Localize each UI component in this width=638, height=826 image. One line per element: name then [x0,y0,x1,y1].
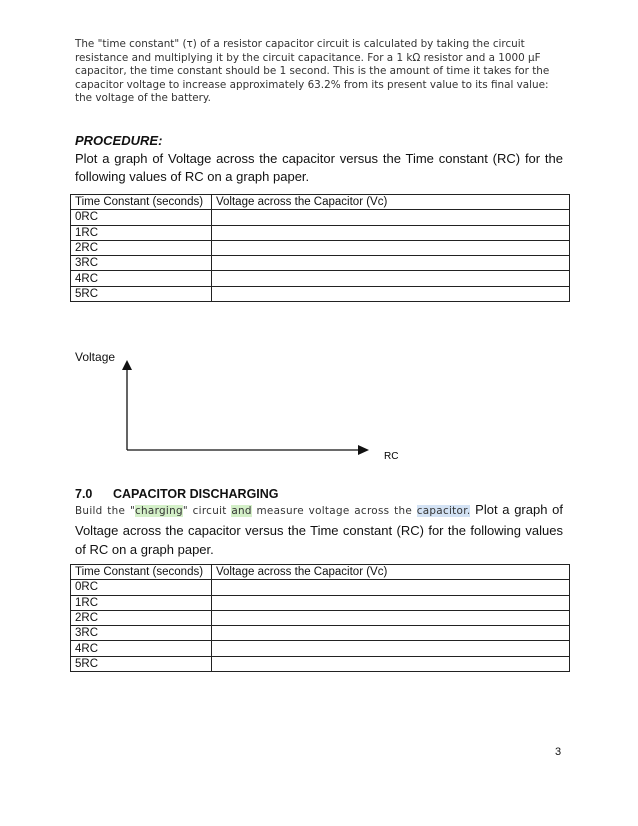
table-row [71,626,570,641]
table-header-row [71,195,570,210]
graph-y-label: Voltage [75,350,116,364]
table-cell: 0RC [71,210,212,225]
table-cell: 5RC [71,286,212,301]
table-cell [212,580,570,595]
rc-table-discharging [70,564,570,672]
table-header-cell: Time Constant (seconds) [71,565,212,580]
table-cell: 4RC [71,271,212,286]
highlight-capacitor: capacitor. [416,505,471,517]
table-cell: 1RC [71,595,212,610]
highlight-and: and [231,505,252,517]
table-row [71,656,570,671]
table-cell: 1RC [71,225,212,240]
table-row [71,641,570,656]
table-cell: 3RC [71,256,212,271]
table-cell [212,656,570,671]
table-row [71,256,570,271]
voltage-rc-axes [118,358,418,460]
section-paragraph [75,500,563,559]
table-cell [212,271,570,286]
graph-x-label: RC [384,451,399,460]
table-cell [212,256,570,271]
section-title: CAPACITOR DISCHARGING [113,487,279,501]
table-cell: 4RC [71,641,212,656]
table-header-cell: Voltage across the Capacitor (Vc) [212,195,570,210]
table-header-row [71,565,570,580]
table-row [71,610,570,625]
text-run: Plot a graph of Voltage across the capacitor versus the Time constant (RC) for the following values of RC on a graph paper. [75,502,564,557]
table-cell: 2RC [71,610,212,625]
intro-paragraph: The "time constant" (τ) of a resistor capacitor circuit is calculated by taking the circuit resistance and multiplying it by the circuit capacitance. For a 1 kΩ resistor and a 1000 µF capacitor, the time constant should be 1 second. This is the amount of time it takes for the capacitor voltage to increase approximately 63.2% from its present value to its final value: the voltage of the battery. [75,38,550,105]
table-row [71,580,570,595]
x-axis-arrow [358,445,369,455]
table-header-cell: Time Constant (seconds) [71,195,212,210]
text-run: Build the " [75,505,136,517]
table-row [71,595,570,610]
table-cell [212,225,570,240]
section-number: 7.0 [75,487,93,501]
table-cell [212,240,570,255]
table-row [71,240,570,255]
procedure-text: Plot a graph of Voltage across the capacitor versus the Time constant (RC) for the following values of RC on a graph paper. [75,151,563,184]
y-axis-arrow [122,360,132,370]
table-row [71,225,570,240]
table-cell [212,626,570,641]
text-run: measure voltage across the [251,505,417,517]
table-cell: 3RC [71,626,212,641]
table-cell [212,286,570,301]
table-cell: 5RC [71,656,212,671]
table-cell [212,610,570,625]
table-cell [212,210,570,225]
procedure-paragraph [75,132,563,186]
table-cell: 2RC [71,240,212,255]
table-cell [212,641,570,656]
text-run: " circuit [182,505,232,517]
table-row [71,210,570,225]
table-row [71,286,570,301]
section-heading [75,487,279,501]
rc-table-charging [70,194,570,302]
highlight-charging: charging [135,505,183,517]
table-header-cell: Voltage across the Capacitor (Vc) [212,565,570,580]
page-number: 3 [555,746,562,758]
table-cell [212,595,570,610]
table-row [71,271,570,286]
table-cell: 0RC [71,580,212,595]
procedure-heading: PROCEDURE: [75,133,163,148]
